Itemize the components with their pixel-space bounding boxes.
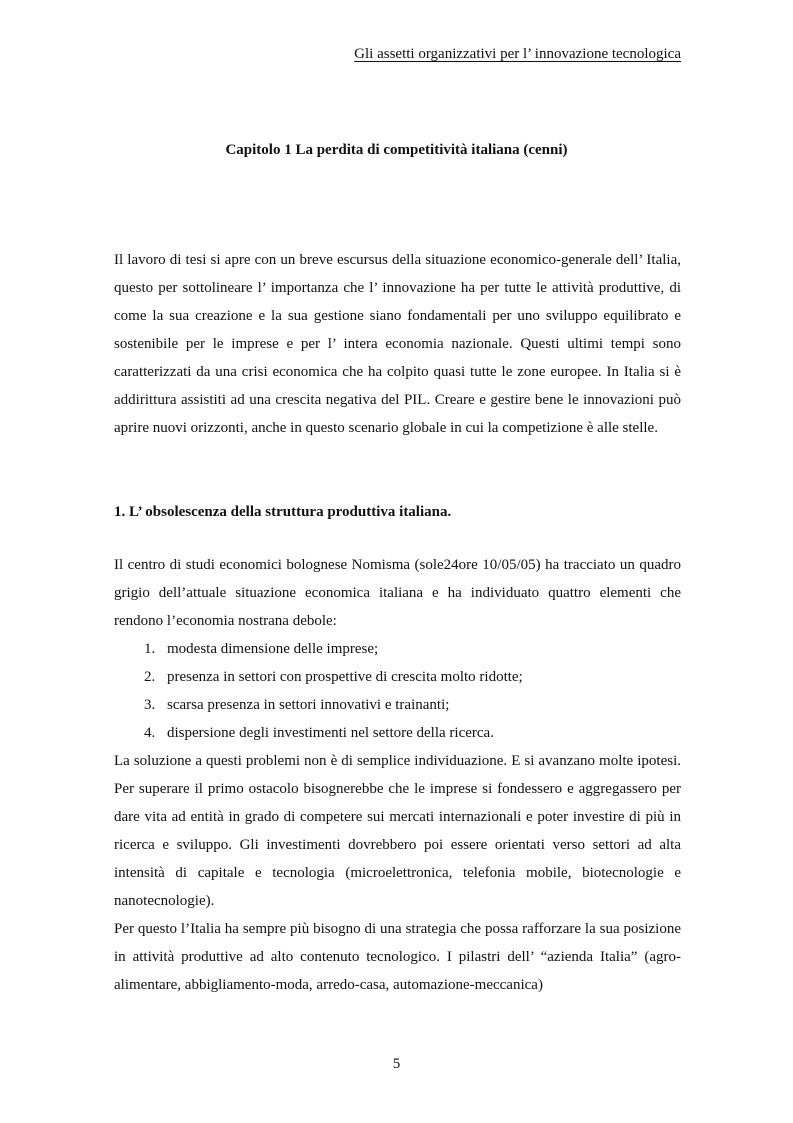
- list-item: [144, 663, 681, 691]
- list-item-number: 1.: [144, 641, 156, 657]
- weakness-list: [114, 635, 681, 747]
- section-body: [114, 551, 681, 999]
- list-item-number: 4.: [144, 725, 156, 741]
- section-paragraph-2: La soluzione a questi problemi non è di semplice individuazione. E si avanzano molte ipotesi. Per superare il primo ostacolo bisognerebbe che le imprese si fondessero e aggregassero per dare vita ad entità in grado di competere sui mercati internazionali e poter investire di più in ricerca e sviluppo. Gli investimenti dovrebbero poi essere orientati verso settori ad alta intensità di capitale e tecnologia (microelettronica, telefonia mobile, biotecnologie e nanotecnologie).: [114, 753, 681, 909]
- list-item: [144, 691, 681, 719]
- running-header: Gli assetti organizzativi per l’ innovazione tecnologica: [354, 46, 681, 62]
- intro-paragraph: Il lavoro di tesi si apre con un breve escursus della situazione economico-generale dell’ Italia, questo per sottolineare l’ importanza che l’ innovazione ha per tutte le attività produttive, di come la sua creazione e la sua gestione siano fondamentali per uno sviluppo equilibrato e sostenibile per le imprese e per l’ intera economia nazionale. Questi ultimi tempi sono caratterizzati da una crisi economica che ha colpito quasi tutte le zone europee. In Italia si è addirittura assistiti ad una crescita negativa del PIL. Creare e gestire bene le innovazioni può aprire nuovi orizzonti, anche in questo scenario globale in cui la competizione è alle stelle.: [114, 252, 681, 436]
- section-paragraph-3: Per questo l’Italia ha sempre più bisogno di una strategia che possa rafforzare la sua posizione in attività produttive ad alto contenuto tecnologico. I pilastri dell’ “azienda Italia” (agro-alimentare, abbigliamento-moda, arredo-casa, automazione-meccanica): [114, 921, 681, 993]
- list-item-text: modesta dimensione delle imprese;: [167, 641, 379, 657]
- section-heading: 1. L’ obsolescenza della struttura produttiva italiana.: [114, 504, 452, 520]
- list-item-text: scarsa presenza in settori innovativi e trainanti;: [167, 697, 450, 713]
- list-item-text: presenza in settori con prospettive di crescita molto ridotte;: [167, 669, 523, 685]
- chapter-title: Capitolo 1 La perdita di competitività italiana (cenni): [225, 142, 568, 158]
- intro-section: [114, 246, 681, 442]
- list-item-number: 2.: [144, 669, 156, 685]
- list-item: [144, 635, 681, 663]
- page-number: 5: [392, 1056, 401, 1072]
- list-item: [144, 719, 681, 747]
- list-item-text: dispersione degli investimenti nel settore della ricerca.: [167, 725, 494, 741]
- section-paragraph-1: Il centro di studi economici bolognese Nomisma (sole24ore 10/05/05) ha tracciato un quadro grigio dell’attuale situazione economica italiana e ha individuato quattro elementi che rendono l’economia nostrana debole:: [114, 557, 681, 629]
- list-item-number: 3.: [144, 697, 156, 713]
